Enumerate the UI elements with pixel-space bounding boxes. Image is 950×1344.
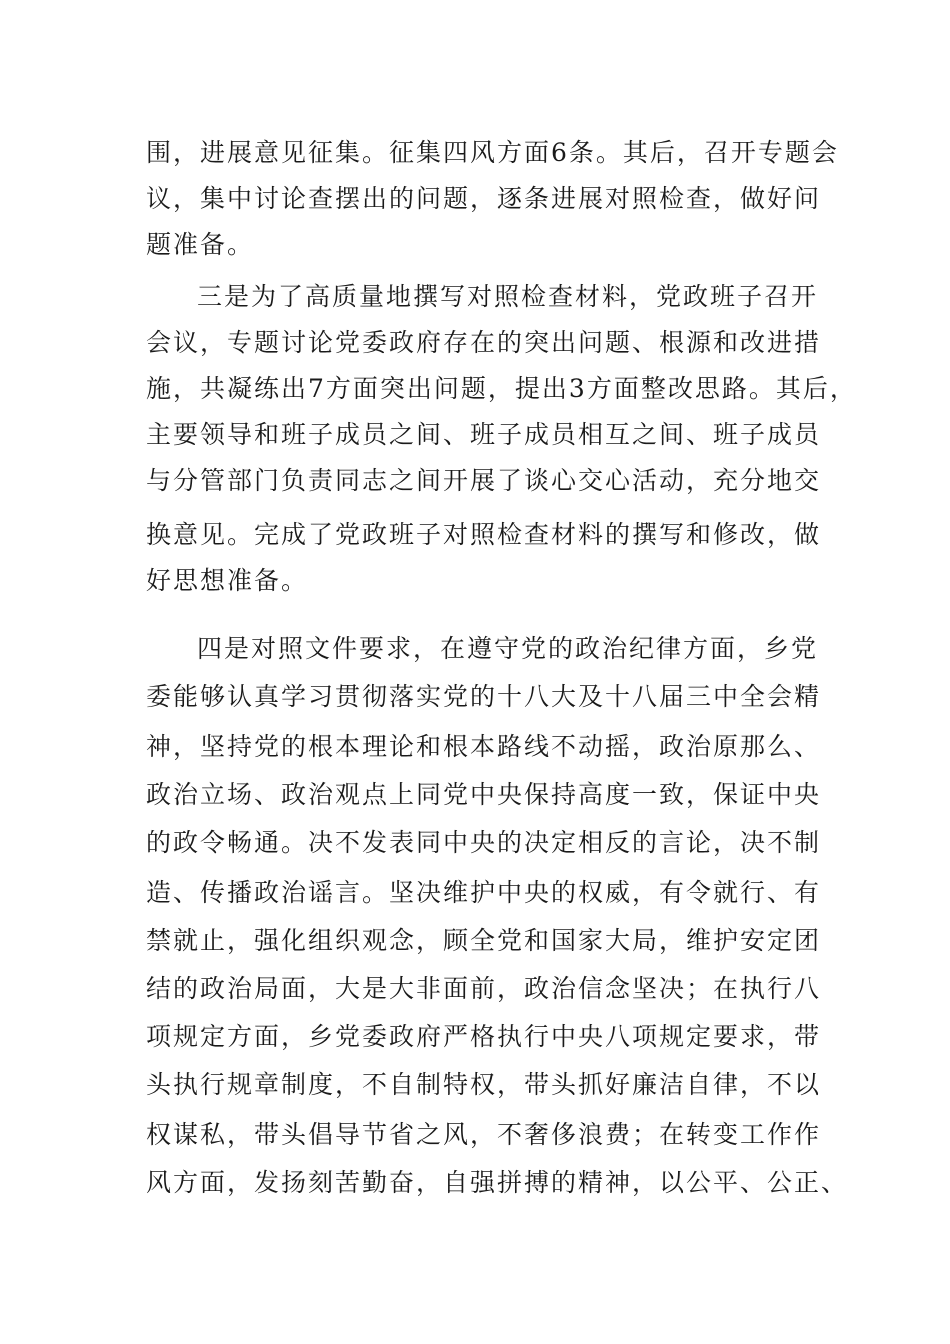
text-line: 议，集中讨论查摆出的问题，逐条进展对照检查，做好问 xyxy=(146,184,822,213)
text-line: 政治立场、政治观点上同党中央保持高度一致，保证中央 xyxy=(146,780,822,809)
text-line: 主要领导和班子成员之间、班子成员相互之间、班子成员 xyxy=(146,420,822,449)
paragraph-start-line: 四是对照文件要求，在遵守党的政治纪律方面，乡党 xyxy=(197,634,819,663)
text-line: 禁就止，强化组织观念，顾全党和国家大局，维护安定团 xyxy=(146,926,822,955)
text-line: 的政令畅通。决不发表同中央的决定相反的言论，决不制 xyxy=(146,828,822,857)
text-line: 神，坚持党的根本理论和根本路线不动摇，政治原那么、 xyxy=(146,732,822,761)
text-line: 施，共凝练出7方面突出问题，提出3方面整改思路。其后， xyxy=(146,374,857,403)
text-line: 结的政治局面，大是大非面前，政治信念坚决；在执行八 xyxy=(146,974,822,1003)
text-line: 与分管部门负责同志之间开展了谈心交心活动，充分地交 xyxy=(146,466,822,495)
text-line: 头执行规章制度，不自制特权，带头抓好廉洁自律，不以 xyxy=(146,1070,822,1099)
paragraph-start-line: 三是为了高质量地撰写对照检查材料，党政班子召开 xyxy=(197,282,819,311)
text-line: 委能够认真学习贯彻落实党的十八大及十八届三中全会精 xyxy=(146,682,822,711)
text-line: 题准备。 xyxy=(146,230,255,259)
text-line: 换意见。完成了党政班子对照检查材料的撰写和修改，做 xyxy=(146,520,822,549)
text-line: 风方面，发扬刻苦勤奋，自强拼搏的精神，以公平、公正、 xyxy=(146,1168,849,1197)
text-line: 项规定方面，乡党委政府严格执行中央八项规定要求，带 xyxy=(146,1022,822,1051)
text-line: 好思想准备。 xyxy=(146,566,309,595)
text-line: 会议，专题讨论党委政府存在的突出问题、根源和改进措 xyxy=(146,328,822,357)
text-line: 造、传播政治谣言。坚决维护中央的权威，有令就行、有 xyxy=(146,878,822,907)
text-line: 权谋私，带头倡导节省之风，不奢侈浪费；在转变工作作 xyxy=(146,1120,822,1149)
text-line: 围，进展意见征集。征集四风方面6条。其后，召开专题会 xyxy=(146,138,839,167)
